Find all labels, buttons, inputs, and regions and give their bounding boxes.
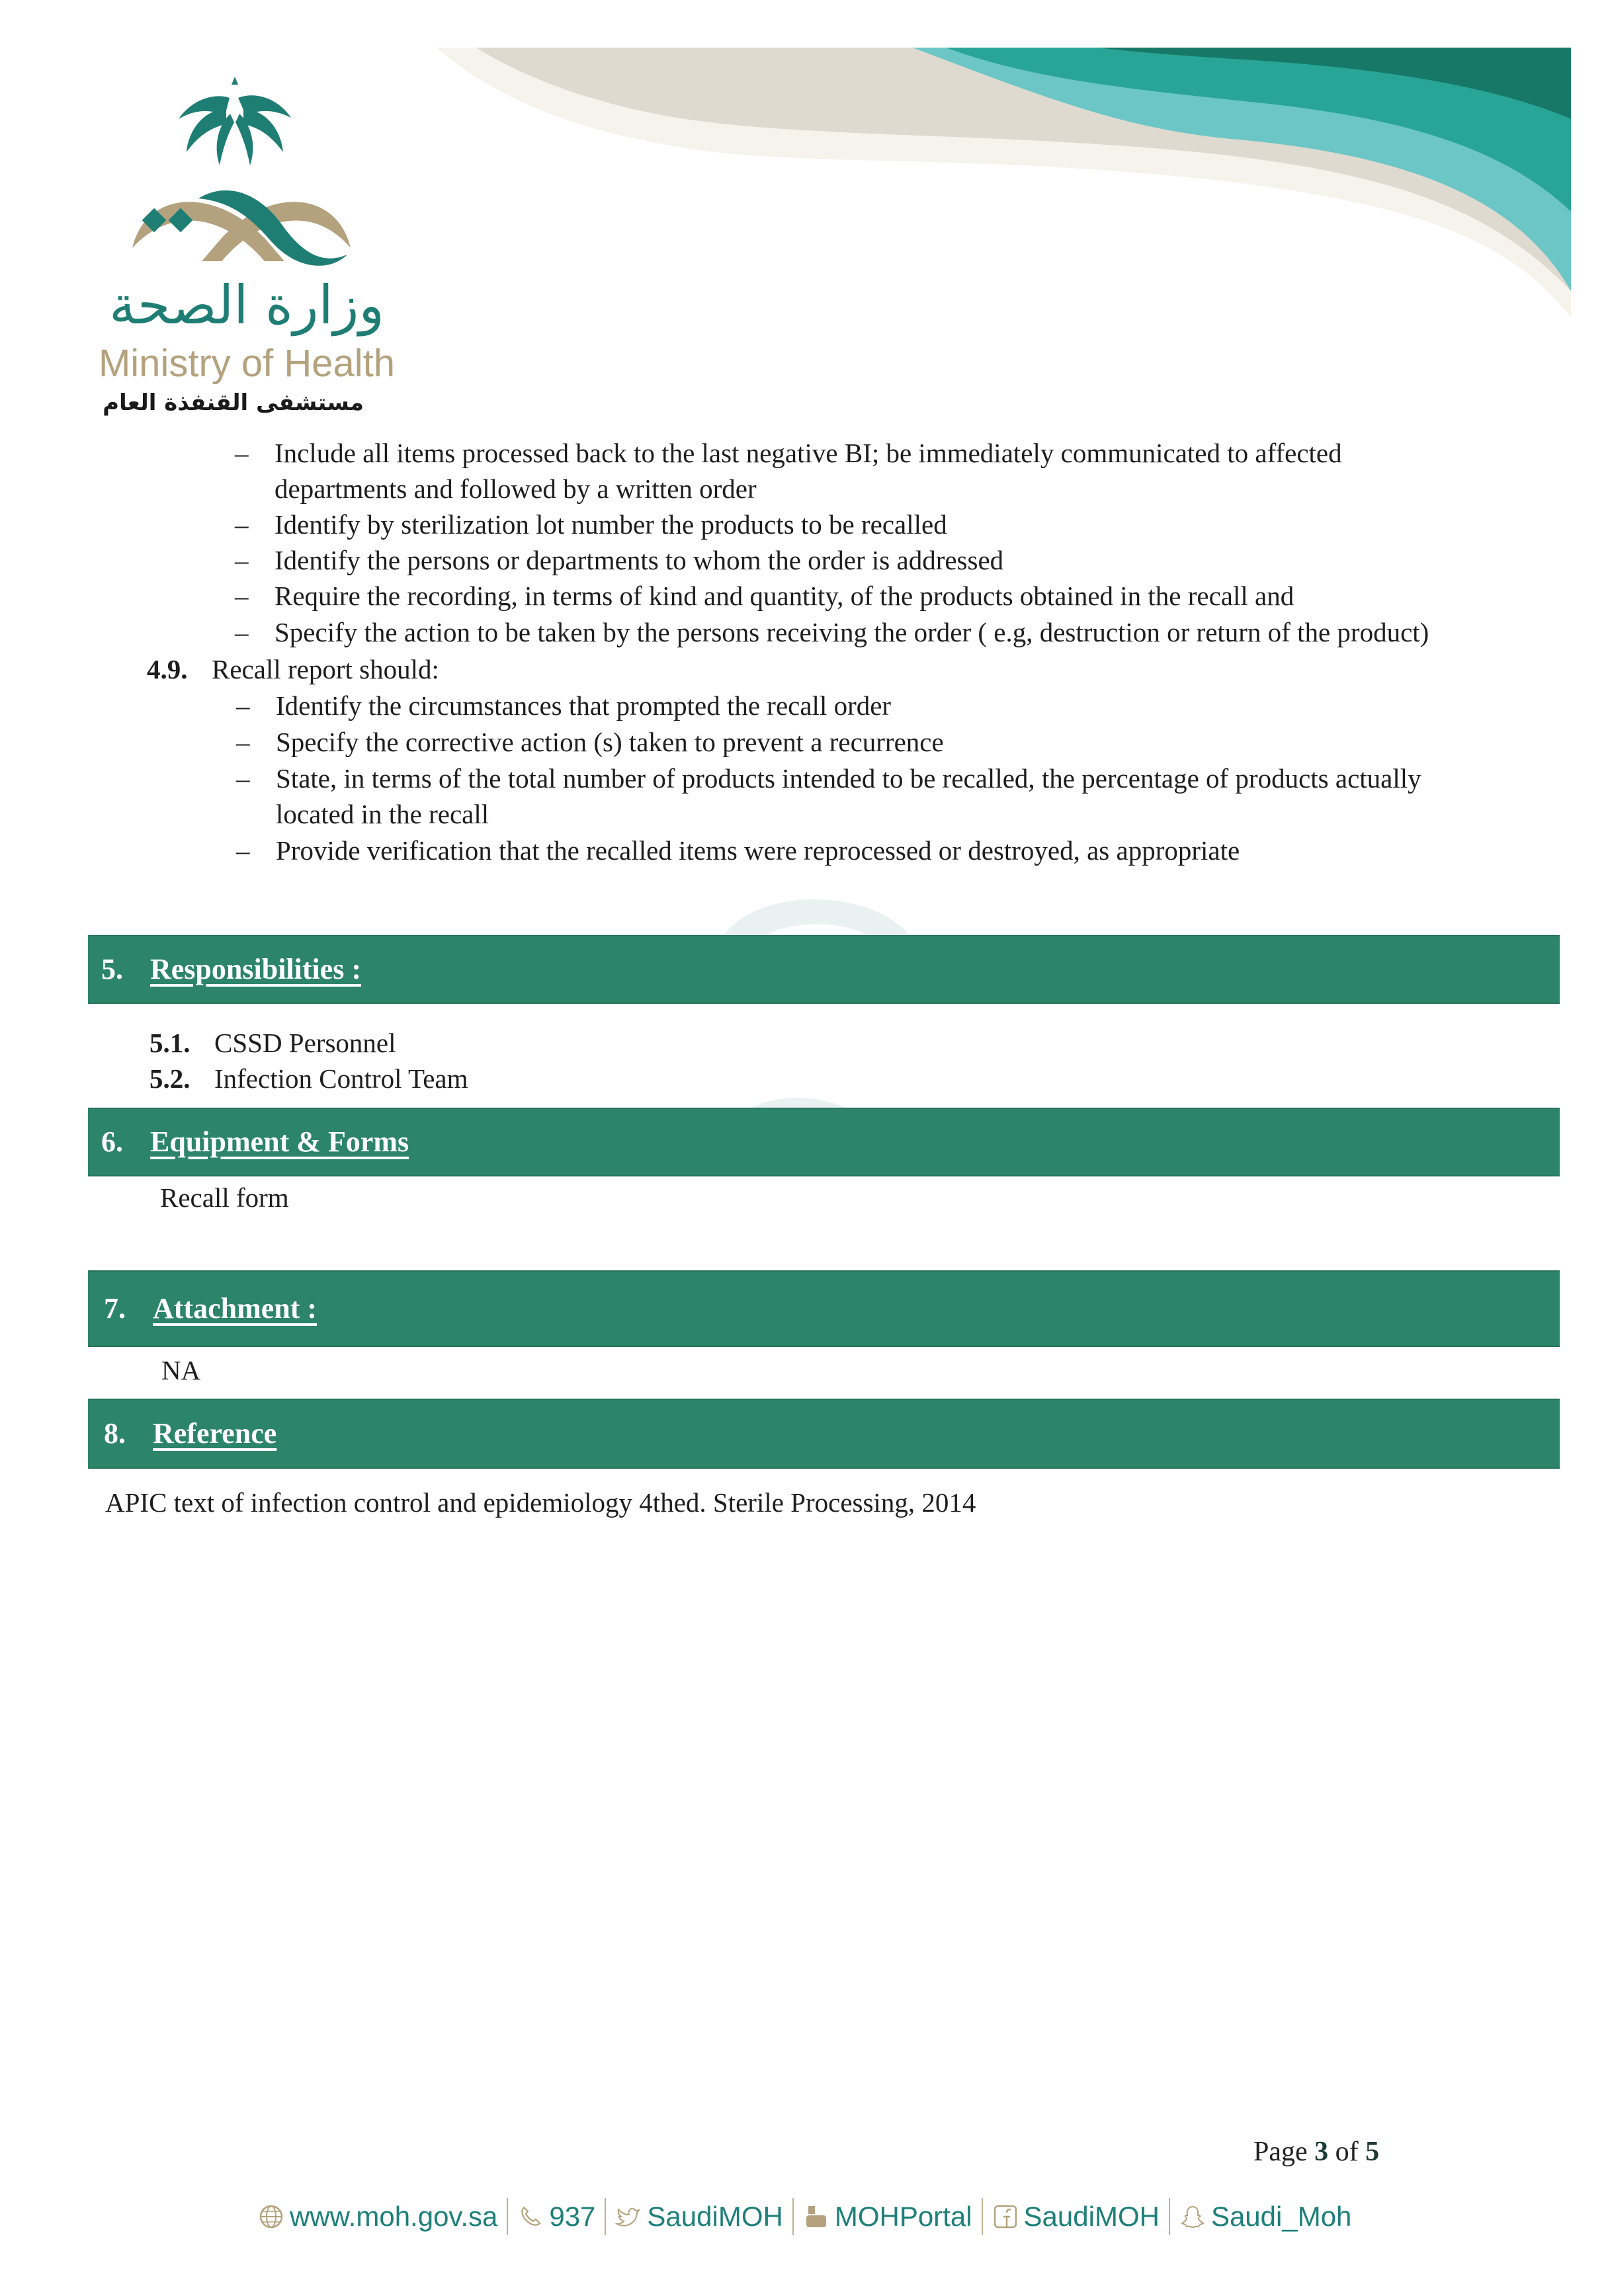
list-item-text: Include all items processed back to the last negative BI; be immediately communicated to affected <box>275 438 1342 468</box>
footer-youtube[interactable] <box>803 2201 972 2233</box>
dash-bullet: – <box>236 727 250 757</box>
item-text: Infection Control Team <box>214 1063 468 1094</box>
section-title: Attachment : <box>153 1292 317 1325</box>
section-number: 5. <box>101 953 123 985</box>
phone-icon <box>517 2203 544 2230</box>
dash-bullet: – <box>235 581 249 611</box>
logo-arabic-name: وزارة الصحة <box>109 274 384 336</box>
page-of: of <box>1335 2137 1359 2167</box>
list-item-text: located in the recall <box>276 799 489 829</box>
dash-bullet: – <box>235 545 249 575</box>
section-title: Equipment & Forms <box>150 1126 409 1158</box>
footer-divider <box>982 2198 983 2235</box>
section-number: 7. <box>104 1292 126 1325</box>
footer-website[interactable] <box>258 2201 497 2233</box>
list-item-text: Require the recording, in terms of kind and quantity, of the products obtained in the recall and <box>275 581 1294 611</box>
page-number <box>1253 2136 1379 2168</box>
footer-divider <box>605 2198 606 2235</box>
footer-divider <box>792 2198 794 2235</box>
section-title: Reference <box>153 1417 277 1450</box>
item-number: 5.1. <box>149 1028 190 1058</box>
header-wave-graphic <box>437 40 1574 317</box>
footer-website-text: www.moh.gov.sa <box>290 2201 498 2232</box>
footer-phone-text: 937 <box>549 2201 596 2232</box>
list-item <box>149 1061 468 1096</box>
dash-bullet: – <box>235 617 249 647</box>
footer-snapchat-text: Saudi_Moh <box>1210 2201 1352 2232</box>
dash-bullet: – <box>235 438 249 468</box>
clause-title: Recall report should: <box>212 654 439 684</box>
list-item-text: Specify the action to be taken by the persons receiving the order ( e.g, destruction or return of the product) <box>275 617 1429 647</box>
page-total: 5 <box>1365 2137 1380 2167</box>
section-header-equipment-forms <box>88 1108 1560 1176</box>
section-number: 8. <box>104 1417 126 1450</box>
page-current: 3 <box>1314 2137 1329 2167</box>
footer-divider <box>1169 2198 1170 2235</box>
list-item-text: State, in terms of the total number of products intended to be recalled, the percentage of products actually <box>276 763 1421 794</box>
section-header-reference <box>88 1399 1560 1469</box>
twitter-icon <box>615 2203 642 2230</box>
list-item-text: Specify the corrective action (s) taken to prevent a recurrence <box>276 727 944 757</box>
dash-bullet: – <box>236 835 250 866</box>
recall-report-heading <box>147 651 439 687</box>
logo-english-name: Ministry of Health <box>98 342 396 385</box>
attachment-text: NA <box>161 1355 201 1385</box>
list-item-text: Identify the persons or departments to whom the order is addressed <box>275 545 1004 575</box>
footer-facebook-text: SaudiMOH <box>1023 2201 1160 2232</box>
section-title: Responsibilities : <box>150 953 362 985</box>
list-item-text: departments and followed by a written order <box>275 473 757 504</box>
footer-phone[interactable] <box>517 2201 595 2233</box>
item-text: CSSD Personnel <box>214 1028 396 1058</box>
footer-snapchat[interactable] <box>1179 2201 1351 2233</box>
item-number: 5.2. <box>149 1063 190 1094</box>
section-header-attachment <box>88 1270 1560 1347</box>
footer-twitter-text: SaudiMOH <box>647 2201 783 2232</box>
equipment-forms-text: Recall form <box>160 1182 289 1213</box>
globe-icon <box>258 2203 284 2230</box>
footer-youtube-text: MOHPortal <box>834 2201 972 2232</box>
dash-bullet: – <box>236 763 250 794</box>
reference-text: APIC text of infection control and epidemiology 4thed. Sterile Processing, 2014 <box>105 1487 976 1518</box>
footer-facebook[interactable] <box>992 2201 1160 2233</box>
hospital-name: مستشفى القنفذة العام <box>103 390 364 416</box>
section-header-responsibilities <box>88 935 1560 1004</box>
youtube-icon <box>803 2203 829 2230</box>
snapchat-icon <box>1179 2203 1206 2230</box>
page-label: Page <box>1253 2137 1308 2167</box>
list-item <box>149 1025 396 1061</box>
dash-bullet: – <box>235 509 249 540</box>
facebook-icon <box>992 2203 1019 2230</box>
footer-twitter[interactable] <box>615 2201 783 2233</box>
footer-divider <box>507 2198 508 2235</box>
list-item-text: Provide verification that the recalled items were reprocessed or destroyed, as appropriate <box>276 835 1240 866</box>
dash-bullet: – <box>236 690 250 721</box>
ministry-logo-emblem <box>73 73 423 271</box>
section-number: 6. <box>101 1126 123 1158</box>
clause-number: 4.9. <box>147 654 188 684</box>
list-item-text: Identify the circumstances that prompted the recall order <box>276 690 892 721</box>
list-item-text: Identify by sterilization lot number the products to be recalled <box>275 509 947 540</box>
footer-contact-bar <box>258 2197 1351 2236</box>
